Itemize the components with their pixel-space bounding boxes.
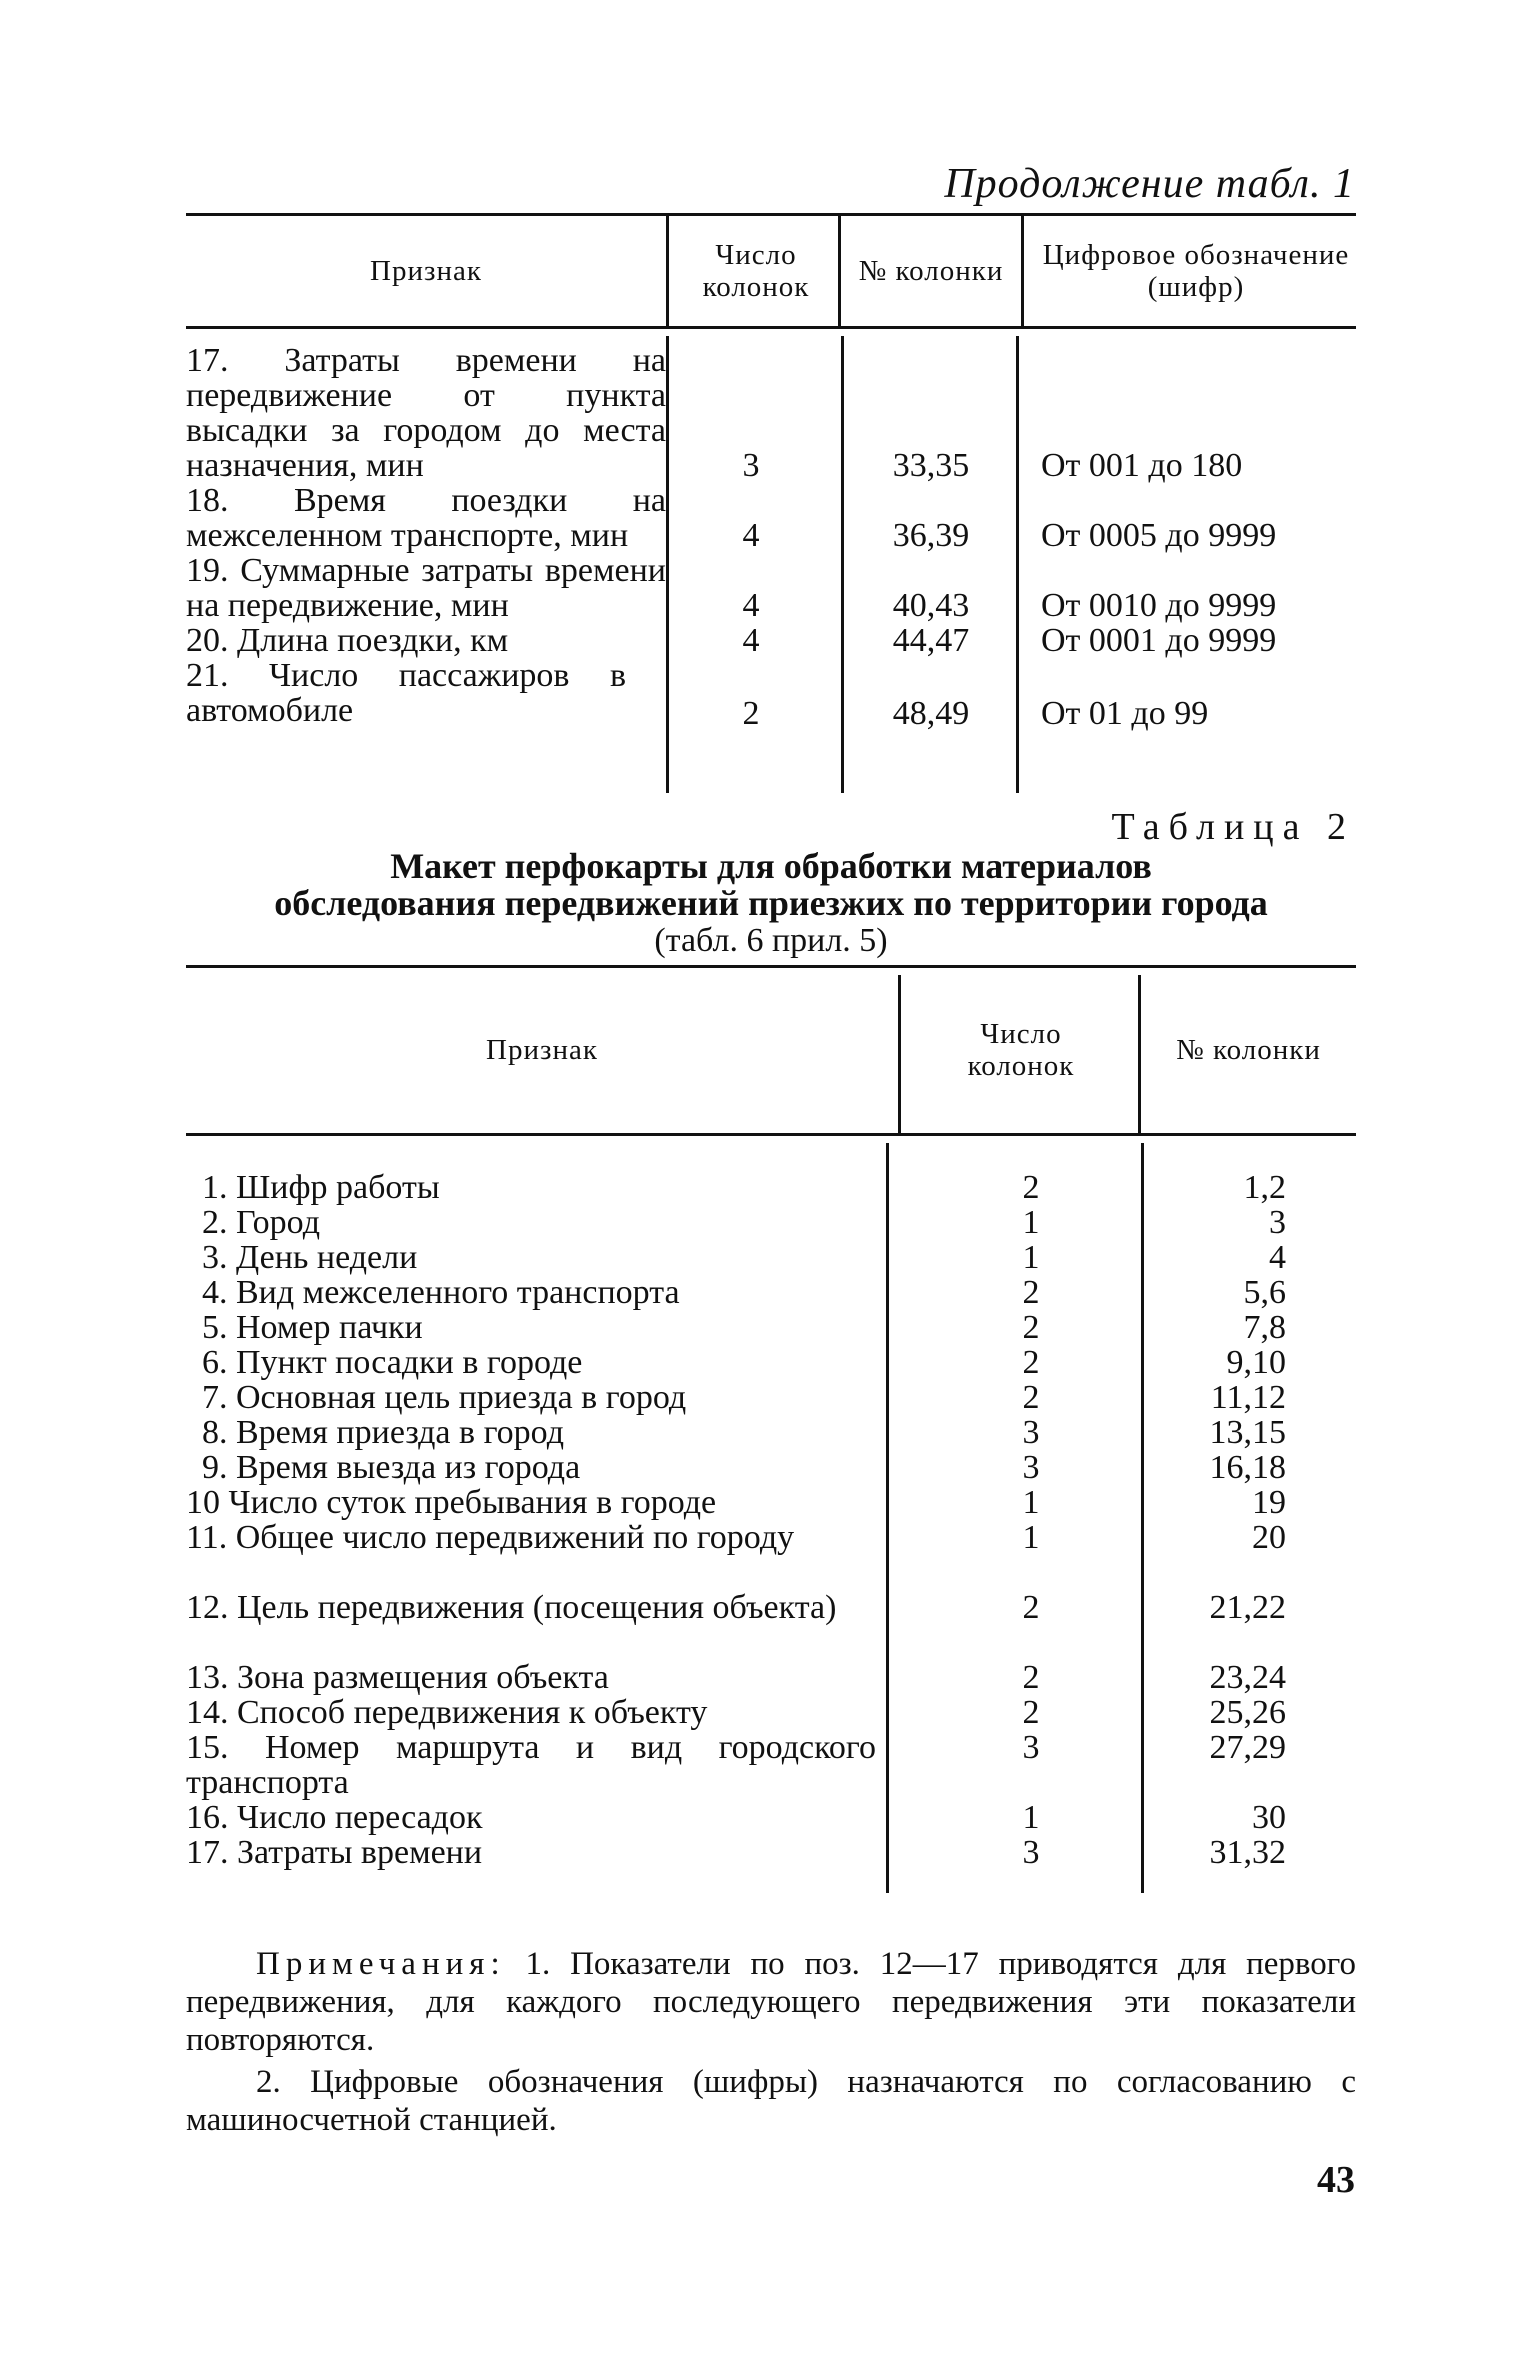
row-code: От 0001 до 9999 bbox=[1041, 622, 1277, 659]
row-num: 3 bbox=[1022, 1414, 1040, 1451]
row-num: 4 bbox=[742, 622, 760, 659]
note-2: 2. Цифровые обозначения (шифры) назначаются по согласованию с машиносчетной станцией. bbox=[186, 2064, 1356, 2138]
title-line: обследования передвижений приезжих по территории города bbox=[274, 883, 1268, 923]
row-num: 1 bbox=[1022, 1239, 1040, 1276]
row-num: 3 bbox=[742, 447, 760, 484]
row-num: 3 bbox=[1022, 1729, 1040, 1766]
row-code: От 001 до 180 bbox=[1041, 447, 1243, 484]
continuation-title: Продолжение табл. 1 bbox=[944, 161, 1355, 207]
row-cols: 30 bbox=[1252, 1799, 1286, 1836]
column-divider bbox=[1141, 1143, 1144, 1893]
row-cols: 7,8 bbox=[1243, 1309, 1286, 1346]
row-cols: 20 bbox=[1252, 1519, 1286, 1556]
column-divider bbox=[898, 975, 901, 1133]
row-num: 2 bbox=[1022, 1659, 1040, 1696]
row-label: 14. Способ передвижения к объекту bbox=[186, 1694, 708, 1731]
row-num: 4 bbox=[742, 517, 760, 554]
title-line: Макет перфокарты для обработки материалов bbox=[390, 846, 1152, 886]
row-label: 4. Вид межселенного транспорта bbox=[202, 1274, 680, 1311]
row-cols: 16,18 bbox=[1209, 1449, 1286, 1486]
row-cols: 21,22 bbox=[1209, 1589, 1286, 1626]
row-cols: 19 bbox=[1252, 1484, 1286, 1521]
row-cols: 11,12 bbox=[1210, 1379, 1286, 1416]
row-label: 12. Цель передвижения (посещения объекта) bbox=[186, 1589, 837, 1626]
row-cols: 27,29 bbox=[1209, 1729, 1286, 1766]
row-num: 2 bbox=[1022, 1309, 1040, 1346]
row-num: 3 bbox=[1022, 1834, 1040, 1871]
row-label: 19. Суммарные затраты времени на передвижение, мин bbox=[186, 552, 666, 624]
row-cols: 33,35 bbox=[892, 447, 970, 484]
row-cols: 31,32 bbox=[1209, 1834, 1286, 1871]
notes-heading: Примечания: bbox=[256, 1946, 506, 1982]
row-cols: 36,39 bbox=[892, 517, 970, 554]
row-label: 10 Число суток пребывания в городе bbox=[186, 1484, 717, 1521]
column-divider bbox=[1021, 213, 1024, 326]
row-cols: 23,24 bbox=[1209, 1659, 1286, 1696]
table-2-label: Таблица 2 bbox=[1111, 806, 1355, 848]
row-num: 1 bbox=[1022, 1519, 1040, 1556]
row-cols: 25,26 bbox=[1209, 1694, 1286, 1731]
row-label: 3. День недели bbox=[202, 1239, 418, 1276]
row-label: 21. Число пассажиров в автомобиле bbox=[186, 657, 626, 729]
row-num: 2 bbox=[1022, 1169, 1040, 1206]
row-num: 2 bbox=[1022, 1694, 1040, 1731]
row-label: 17. Затраты времени на передвижение от пункта высадки за городом до места назначения, мин bbox=[186, 342, 666, 484]
row-label: 7. Основная цель приезда в город bbox=[202, 1379, 687, 1416]
row-num: 2 bbox=[1022, 1344, 1040, 1381]
header-code: Цифровое обозначение (шифр) bbox=[1042, 238, 1350, 303]
row-label: 13. Зона размещения объекта bbox=[186, 1659, 609, 1696]
row-label: 5. Номер пачки bbox=[202, 1309, 423, 1346]
row-code: От 0005 до 9999 bbox=[1041, 517, 1277, 554]
row-cols: 9,10 bbox=[1226, 1344, 1286, 1381]
row-cols: 40,43 bbox=[892, 587, 970, 624]
page-number: 43 bbox=[1317, 2159, 1355, 2201]
row-code: От 0010 до 9999 bbox=[1041, 587, 1277, 624]
row-label: 1. Шифр работы bbox=[202, 1169, 440, 1206]
row-label: 16. Число пересадок bbox=[186, 1799, 483, 1836]
header-num-columns: Число колонок bbox=[967, 1018, 1075, 1082]
row-label: 8. Время приезда в город bbox=[202, 1414, 564, 1451]
column-divider bbox=[886, 1143, 889, 1893]
header-column-no: № колонки bbox=[858, 254, 1004, 287]
header-feature: Признак bbox=[370, 254, 482, 287]
row-num: 2 bbox=[1022, 1274, 1040, 1311]
column-divider bbox=[666, 213, 669, 326]
row-cols: 48,49 bbox=[892, 695, 970, 732]
row-label: 9. Время выезда из города bbox=[202, 1449, 581, 1486]
row-cols: 4 bbox=[1269, 1239, 1286, 1276]
row-label: 18. Время поездки на межселенном транспорте, мин bbox=[186, 482, 666, 554]
note-1-text: 1. Показатели по поз. 12—17 приводятся для первого передвижения, для каждого последующего передвижения эти показатели повторяются. bbox=[186, 1946, 1356, 2058]
row-num: 2 bbox=[1022, 1589, 1040, 1626]
row-num: 2 bbox=[742, 695, 760, 732]
table-2-subtitle: (табл. 6 прил. 5) bbox=[654, 922, 888, 959]
note-1 bbox=[186, 1945, 1356, 2059]
row-cols: 3 bbox=[1269, 1204, 1286, 1241]
row-label: 11. Общее число передвижений по городу bbox=[186, 1519, 795, 1556]
row-cols: 5,6 bbox=[1243, 1274, 1286, 1311]
row-label: 20. Длина поездки, км bbox=[186, 622, 509, 659]
row-num: 1 bbox=[1022, 1484, 1040, 1521]
row-num: 3 bbox=[1022, 1449, 1040, 1486]
row-code: От 01 до 99 bbox=[1041, 695, 1209, 732]
row-num: 1 bbox=[1022, 1799, 1040, 1836]
row-label: 2. Город bbox=[202, 1204, 320, 1241]
header-num-columns: Число колонок bbox=[702, 238, 810, 303]
row-num: 2 bbox=[1022, 1379, 1040, 1416]
row-cols: 13,15 bbox=[1209, 1414, 1286, 1451]
row-num: 4 bbox=[742, 587, 760, 624]
row-num: 1 bbox=[1022, 1204, 1040, 1241]
row-label: 15. Номер маршрута и вид городского транспорта bbox=[186, 1729, 876, 1801]
header-column-no: № колонки bbox=[1176, 1034, 1321, 1066]
header-feature: Признак bbox=[486, 1034, 598, 1066]
notes bbox=[186, 1945, 1356, 2139]
row-label: 17. Затраты времени bbox=[186, 1834, 483, 1871]
row-cols: 44,47 bbox=[892, 622, 970, 659]
table-2-title bbox=[186, 848, 1356, 922]
row-label: 6. Пункт посадки в городе bbox=[202, 1344, 583, 1381]
row-cols: 1,2 bbox=[1243, 1169, 1286, 1206]
